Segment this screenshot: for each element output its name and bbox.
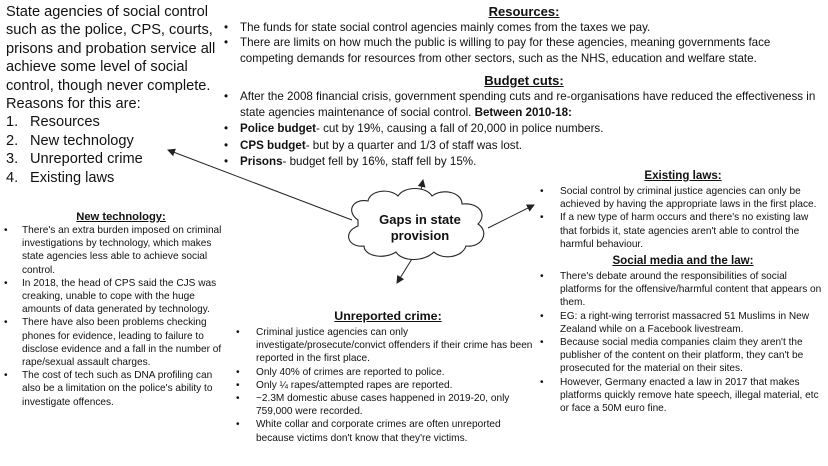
list-item: • There's debate around the responsibilities of social platforms for the offensive/harmful content that appears on them. <box>540 270 826 310</box>
list-item: • If a new type of harm occurs and there's no existing law that forbids it, state agencies aren't able to control the harmful behaviour. <box>540 211 826 251</box>
existing-laws-title: Existing laws: <box>644 169 722 182</box>
list-item: • CPS budget- but by a quarter and 1/3 of staff was lost. <box>224 138 824 154</box>
list-item: • There have also been problems checking phones for evidence, leading to failure to disclose evidence and a fall in the number of rape/sexual assault charges. <box>4 316 224 369</box>
list-item: • After the 2008 financial crisis, government spending cuts and re-organisations have reduced the effectiveness in state agencies maintenance of social control. Between 2010-18: <box>224 89 824 121</box>
list-item: • There's an extra burden imposed on criminal investigations by technology, which makes state agencies less able to achieve social control. <box>4 224 224 277</box>
list-item: • Only ¼ rapes/attempted rapes are reported. <box>236 379 540 392</box>
list-item: • ~2.3M domestic abuse cases happened in 2019-20, only 759,000 were recorded. <box>236 392 540 418</box>
list-item: • There are limits on how much the public is willing to pay for these agencies, meaning governments face competing demands for resources from other sectors, such as the NHS, education and welfare state. <box>224 35 824 66</box>
reason-item: 1. Resources <box>6 114 100 131</box>
reason-item: 2. New technology <box>6 132 134 149</box>
social-media-title: Social media and the law: <box>612 254 754 268</box>
list-item: • EG: a right-wing terrorist massacred 51 Muslims in New Zealand while on a Facebook livestream. <box>540 310 826 336</box>
list-item: • Only 40% of crimes are reported to police. <box>236 366 540 379</box>
central-topic-line2: provision <box>390 228 450 243</box>
list-item: • However, Germany enacted a law in 2017 that makes platforms quickly remove hate speech, illegal material, etc or face a 50M euro fine. <box>540 376 826 416</box>
list-item: • Police budget- cut by 19%, causing a fall of 20,000 in police numbers. <box>224 121 824 137</box>
budget-cuts-section <box>224 73 824 170</box>
list-item: • In 2018, the head of CPS said the CJS was creaking, unable to cope with the huge amounts of data generated by technology. <box>4 277 224 317</box>
new-technology-title: New technology: <box>76 211 166 223</box>
intro-text: State agencies of social control such as the police, CPS, courts, prisons and probation service all achieve some level of social control, though never complete. Reasons for this are: <box>6 4 216 113</box>
unreported-crime-title: Unreported crime: <box>334 309 442 323</box>
list-item: • The funds for state social control agencies mainly comes from the taxes we pay. <box>224 20 824 35</box>
existing-laws-section <box>540 169 826 415</box>
central-topic-line1: Gaps in state <box>379 212 461 227</box>
new-technology-section <box>4 210 224 409</box>
reasons-list <box>6 113 218 187</box>
list-item: • The cost of tech such as DNA profiling can also be a limitation on the police's ability to investigate offences. <box>4 369 224 409</box>
reason-item: 3. Unreported crime <box>6 151 143 168</box>
list-item: • White collar and corporate crimes are often unreported because victims don't know that they're victims. <box>236 418 540 444</box>
list-item: • Because social media companies claim they aren't the publisher of the content on their platform, they can't be prosecuted for the material on their sites. <box>540 336 826 376</box>
budget-cuts-title: Budget cuts: <box>484 73 564 88</box>
resources-section <box>224 4 824 66</box>
arrow-to-existing-laws <box>488 205 534 228</box>
resources-title: Resources: <box>488 4 560 19</box>
list-item: • Social control by criminal justice agencies can only be achieved by having the appropriate laws in the first place. <box>540 185 826 211</box>
list-item: • Prisons- budget fell by 16%, staff fell by 15%. <box>224 154 824 170</box>
central-topic <box>350 212 490 244</box>
reason-item: 4. Existing laws <box>6 169 115 186</box>
intro-block <box>6 3 218 187</box>
list-item: • Criminal justice agencies can only investigate/prosecute/convict offenders if their crime has been reported in the first place. <box>236 326 540 366</box>
social-media-list <box>540 270 826 415</box>
unreported-crime-section <box>236 308 540 445</box>
